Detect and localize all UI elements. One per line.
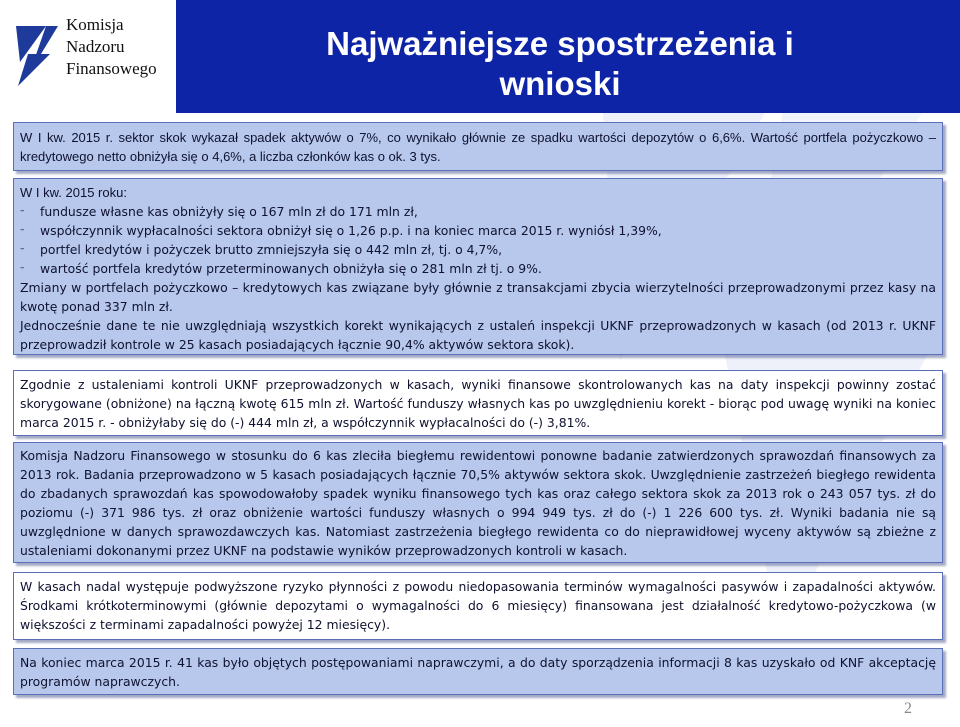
summary-box-recovery-proceedings bbox=[13, 648, 943, 695]
list-item-text: portfel kredytów i pożyczek brutto zmniejszyła się o 442 mln zł, tj. o 4,7%, bbox=[40, 242, 503, 257]
knf-logo-mark-icon bbox=[6, 24, 58, 86]
list-item bbox=[20, 240, 936, 259]
q1-paragraph-inspections: Jednocześnie dane te nie uwzględniają wszystkich korekt wynikających z ustaleń inspekcji UKNF przeprowadzonych w kasach (od 2013 r. UKNF przeprowadził kontrole w 25 kasach posiadających łącznie 90,4% aktywów sektora skok). bbox=[20, 318, 936, 352]
list-item bbox=[20, 259, 936, 278]
dash-bullet: – bbox=[20, 263, 25, 273]
summary-box-inspection-findings bbox=[13, 370, 943, 436]
logo-wordmark bbox=[66, 14, 157, 80]
summary-box-q1-2015 bbox=[13, 178, 943, 355]
logo-line-1: Komisja bbox=[66, 15, 124, 34]
dash-bullet: – bbox=[20, 206, 25, 216]
knf-logo bbox=[6, 14, 176, 94]
summary-box-liquidity-risk bbox=[13, 572, 943, 640]
auditor-review-text: Komisja Nadzoru Finansowego w stosunku do 6 kas zleciła biegłemu rewidentowi ponowne badanie zatwierdzonych sprawozdań finansowych za 2013 rok. Badania przeprowadzono w 5 kasach posiadających łącznie 70,5% aktywów sektora skok. Uwzględnienie zastrzeżeń biegłego rewidenta do zbadanych sprawozdań kas spowodowałoby spadek wyniku finansowego tych kas oraz całego sektora skok za 2013 rok o 243 057 tys. zł do poziomu (-) 371 986 tys. zł oraz obniżenie wartości funduszy własnych o 994 949 tys. zł do (-) 1 226 600 tys. zł. Wyniki badania nie są uwzględnione w danych sprawozdawczych kas. Natomiast zastrzeżenia biegłego rewidenta co do nieprawidłowej wyceny aktywów są zbieżne z ustaleniami dokonanymi przez UKNF na podstawie wyników przeprowadzonych kontroli w kasach. bbox=[20, 448, 936, 558]
list-item bbox=[20, 202, 936, 221]
logo-line-2: Nadzoru bbox=[66, 37, 125, 56]
inspection-findings-text: Zgodnie z ustaleniami kontroli UKNF przeprowadzonych w kasach, wyniki finansowe skontrolowanych kas na daty inspekcji powinny zostać skorygowane (obniżone) na łączną kwotę 615 mln zł. Wartość funduszy własnych kas po uwzględnieniu korekt - biorąc pod uwagę wyniki na koniec marca 2015 r. - obniżyłaby się do (-) 444 mln zł, a współczynnik wypłacalności do (-) 3,81%. bbox=[20, 377, 936, 430]
dash-bullet: – bbox=[20, 225, 25, 235]
summary-box-assets bbox=[13, 122, 943, 171]
q1-heading: W I kw. 2015 roku: bbox=[20, 185, 127, 200]
page-title bbox=[250, 24, 870, 104]
summary-box-auditor-review bbox=[13, 442, 943, 563]
dash-bullet: – bbox=[20, 244, 25, 254]
summary-assets-text: W I kw. 2015 r. sektor skok wykazał spadek aktywów o 7%, co wynikało głównie ze spadku wartości depozytów o 6,6%. Wartość portfela pożyczkowo – kredytowego netto obniżyła się o 4,6%, a liczba członków kas o ok. 3 tys. bbox=[20, 130, 936, 164]
list-item-text: fundusze własne kas obniżyły się o 167 mln zł do 171 mln zł, bbox=[40, 204, 418, 219]
liquidity-risk-text: W kasach nadal występuje podwyższone ryzyko płynności z powodu niedopasowania terminów wymagalności pasywów i zapadalności aktywów. Środkami krótkoterminowymi (głównie depozytami o wymagalności do 6 miesięcy) finansowana jest działalność kredytowo-pożyczkowa (w większości z terminami zapadalności powyżej 12 miesięcy). bbox=[20, 579, 936, 632]
page-title-line-2: wnioski bbox=[499, 65, 621, 102]
page-title-line-1: Najważniejsze spostrzeżenia i bbox=[326, 25, 794, 62]
q1-paragraph-portfolio-changes: Zmiany w portfelach pożyczkowo – kredytowych kas związane były głównie z transakcjami zbycia wierzytelności przeprowadzonymi przez kasy na kwotę ponad 337 mln zł. bbox=[20, 280, 936, 314]
page-number: 2 bbox=[904, 700, 912, 717]
logo-line-3: Finansowego bbox=[66, 59, 157, 78]
recovery-proceedings-text: Na koniec marca 2015 r. 41 kas było objętych postępowaniami naprawczymi, a do daty sporządzenia informacji 8 kas uzyskało od KNF akceptację programów naprawczych. bbox=[20, 655, 936, 689]
list-item bbox=[20, 221, 936, 240]
list-item-text: wartość portfela kredytów przeterminowanych obniżyła się o 281 mln zł tj. o 9%. bbox=[40, 261, 542, 276]
list-item-text: współczynnik wypłacalności sektora obniżył się o 1,26 p.p. i na koniec marca 2015 r. wyniósł 1,39%, bbox=[40, 223, 662, 238]
